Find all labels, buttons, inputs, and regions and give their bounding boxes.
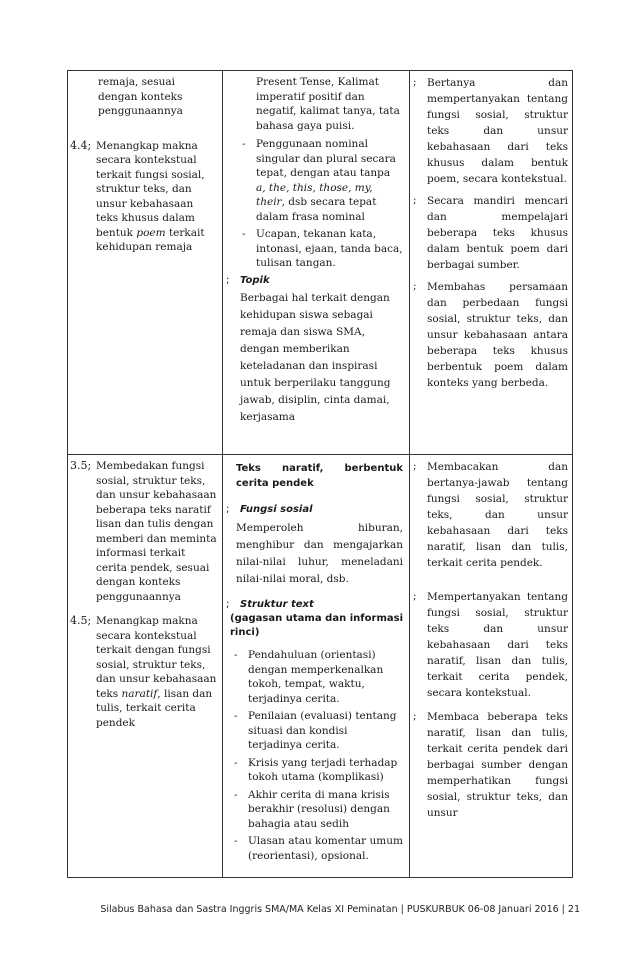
list-item xyxy=(234,227,403,271)
kd-continuation xyxy=(70,75,218,119)
text-italic: a, the, this, those, my, their xyxy=(256,181,373,208)
list-item-text: Pendahuluan (orientasi) dengan memperkenalkan tokoh, tempat, waktu, terjadinya cerita. xyxy=(248,649,384,705)
semicolon-marker: ; xyxy=(413,710,417,722)
kd-4-4 xyxy=(70,139,218,255)
struktur-dash-list xyxy=(226,648,403,863)
list-item-text: Membacakan dan bertanya-jawab tentang fungsi sosial, struktur teks, dan unsur kebahasaan dari teks naratif, lisan dan tulis, terkait cerita pendek. xyxy=(427,461,568,569)
kd-text xyxy=(96,139,218,255)
page-footer: Silabus Bahasa dan Sastra Inggris SMA/MA Kelas XI Peminatan | PUSKURBUK 06-08 Januari 2016 | 21 xyxy=(100,904,580,915)
semicolon-marker: ; xyxy=(413,194,417,206)
list-item xyxy=(413,589,568,701)
kd-text-part: , lisan dan tulis, terkait cerita pendek xyxy=(96,687,213,729)
list-item xyxy=(226,756,403,785)
kompetensi-dasar-cell xyxy=(68,455,222,730)
semicolon-marker: ; xyxy=(226,504,230,515)
materi-title: Teks naratif, berbentuk cerita pendek xyxy=(236,463,403,489)
kd-3-5 xyxy=(70,459,218,604)
list-item-text: Secara mandiri mencari dan mempelajari beberapa teks khusus dalam bentuk poem dari berbagai sumber. xyxy=(427,195,568,271)
materi-continuation: Present Tense, Kalimat imperatif positif dan negatif, kalimat tanya, tata bahasa gaya puisi. xyxy=(256,76,400,132)
kegiatan-pembelajaran-cell xyxy=(409,455,574,827)
semicolon-marker: ; xyxy=(226,598,230,610)
kegiatan-list xyxy=(413,459,568,821)
kd-code: 4.5; xyxy=(70,614,92,627)
syllabus-table xyxy=(67,70,573,878)
list-item xyxy=(413,459,568,571)
list-item xyxy=(226,788,403,832)
list-item-text: Penilaian (evaluasi) tentang situasi dan kondisi terjadinya cerita. xyxy=(248,710,397,751)
struktur-text-subtitle: (gagasan utama dan informasi rinci) xyxy=(230,613,403,638)
dash-marker: - xyxy=(234,756,238,769)
topik-label: Topik xyxy=(240,274,270,286)
materi-pembelajaran-cell xyxy=(222,71,409,426)
fungsi-sosial-heading xyxy=(226,503,403,518)
list-item-text: Mempertanyakan tentang fungsi sosial, struktur teks dan unsur kebahasaan dari teks naratif, lisan dan tulis, terkait cerita pendek, secara kontekstual. xyxy=(427,591,568,699)
kd-code: 3.5; xyxy=(70,459,92,472)
kd-4-5 xyxy=(70,614,218,730)
materi-pembelajaran-cell xyxy=(222,455,409,866)
semicolon-marker: ; xyxy=(413,590,417,602)
kd-text-part: Menangkap makna secara kontekstual terkait dengan fungsi sosial, struktur teks, dan unsur kebahasaan teks xyxy=(96,615,217,700)
kd-continuation-line: dengan konteks xyxy=(98,90,183,103)
list-item-text: Membahas persamaan dan perbedaan fungsi sosial, struktur teks, dan unsur kebahasaan antara beberapa teks khusus berbentuk poem dalam konteks yang berbeda. xyxy=(427,281,568,389)
topik-heading xyxy=(226,274,403,289)
dash-marker: - xyxy=(242,228,246,240)
kompetensi-dasar-cell xyxy=(68,71,222,255)
list-item-text: Membaca beberapa teks naratif, lisan dan tulis, terkait cerita pendek dari berbagai sumber dengan memperhatikan fungsi sosial, struktur teks, dan unsur xyxy=(427,711,568,819)
list-item-text: Krisis yang terjadi terhadap tokoh utama (komplikasi) xyxy=(248,756,398,783)
kegiatan-pembelajaran-cell xyxy=(409,71,574,397)
list-item-text: Akhir cerita di mana krisis berakhir (resolusi) dengan bahagia atau sedih xyxy=(248,788,390,830)
kd-code: 4.4; xyxy=(70,138,92,152)
dash-marker: - xyxy=(242,138,246,150)
list-item xyxy=(226,709,403,753)
list-item-text: Ucapan, tekanan kata, intonasi, ejaan, tanda baca, tulisan tangan. xyxy=(256,228,403,269)
struktur-text-label: Struktur text xyxy=(240,598,314,610)
materi-dash-list xyxy=(226,137,403,271)
semicolon-marker: ; xyxy=(226,274,230,286)
dash-marker: - xyxy=(234,649,238,661)
kd-text xyxy=(96,614,218,730)
kegiatan-list xyxy=(413,75,568,391)
kd-continuation-line: remaja, sesuai xyxy=(98,76,176,88)
semicolon-marker: ; xyxy=(413,280,417,292)
list-item xyxy=(226,834,403,863)
semicolon-marker: ; xyxy=(413,460,417,472)
list-item xyxy=(413,193,568,273)
kd-text-italic: naratif xyxy=(121,687,158,700)
text-part: Penggunaan nominal singular dan plural secara tepat, dengan atau tanpa xyxy=(256,138,396,179)
list-item xyxy=(413,75,568,187)
dash-marker: - xyxy=(234,835,238,847)
fungsi-sosial-text: Memperoleh hiburan, menghibur dan mengajarkan nilai-nilai luhur, meneladani nilai-nilai moral, dsb. xyxy=(236,521,403,585)
list-item xyxy=(234,137,403,224)
table-row xyxy=(68,455,572,877)
struktur-text-heading xyxy=(226,598,403,613)
dash-marker: - xyxy=(234,788,238,801)
semicolon-marker: ; xyxy=(413,76,417,88)
kd-text-part: Menangkap makna secara kontekstual terkait fungsi sosial, struktur teks, dan unsur kebahasaan teks khusus dalam bentuk xyxy=(96,139,205,239)
topik-text: Berbagai hal terkait dengan kehidupan siswa sebagai remaja dan siswa SMA, dengan memberikan keteladanan dan inspirasi untuk berperilaku tanggung jawab, disiplin, cinta damai, kerjasama xyxy=(240,292,391,423)
list-item xyxy=(413,709,568,821)
table-row xyxy=(68,71,572,455)
kd-continuation-line: penggunaannya xyxy=(98,105,183,117)
kd-text-part: terkait kehidupan remaja xyxy=(96,226,205,253)
list-item-text: Bertanya dan mempertanyakan tentang fungsi sosial, struktur teks dan unsur kebahasaan dari teks khusus dalam bentuk poem, secara kontekstual. xyxy=(427,77,568,185)
kd-text: Membedakan fungsi sosial, struktur teks, dan unsur kebahasaan beberapa teks naratif lisan dan tulis dengan memberi dan meminta informasi terkait cerita pendek, sesuai dengan konteks penggunaannya xyxy=(96,460,217,603)
kd-text-italic: poem xyxy=(136,226,166,239)
fungsi-sosial-label: Fungsi sosial xyxy=(240,504,313,515)
list-item xyxy=(226,648,403,706)
dash-marker: - xyxy=(234,710,238,722)
list-item-text: Ulasan atau komentar umum (reorientasi), opsional. xyxy=(248,835,403,862)
text-part: , dsb secara tepat dalam frasa nominal xyxy=(256,196,377,223)
list-item xyxy=(413,279,568,391)
list-item-text xyxy=(256,137,403,224)
